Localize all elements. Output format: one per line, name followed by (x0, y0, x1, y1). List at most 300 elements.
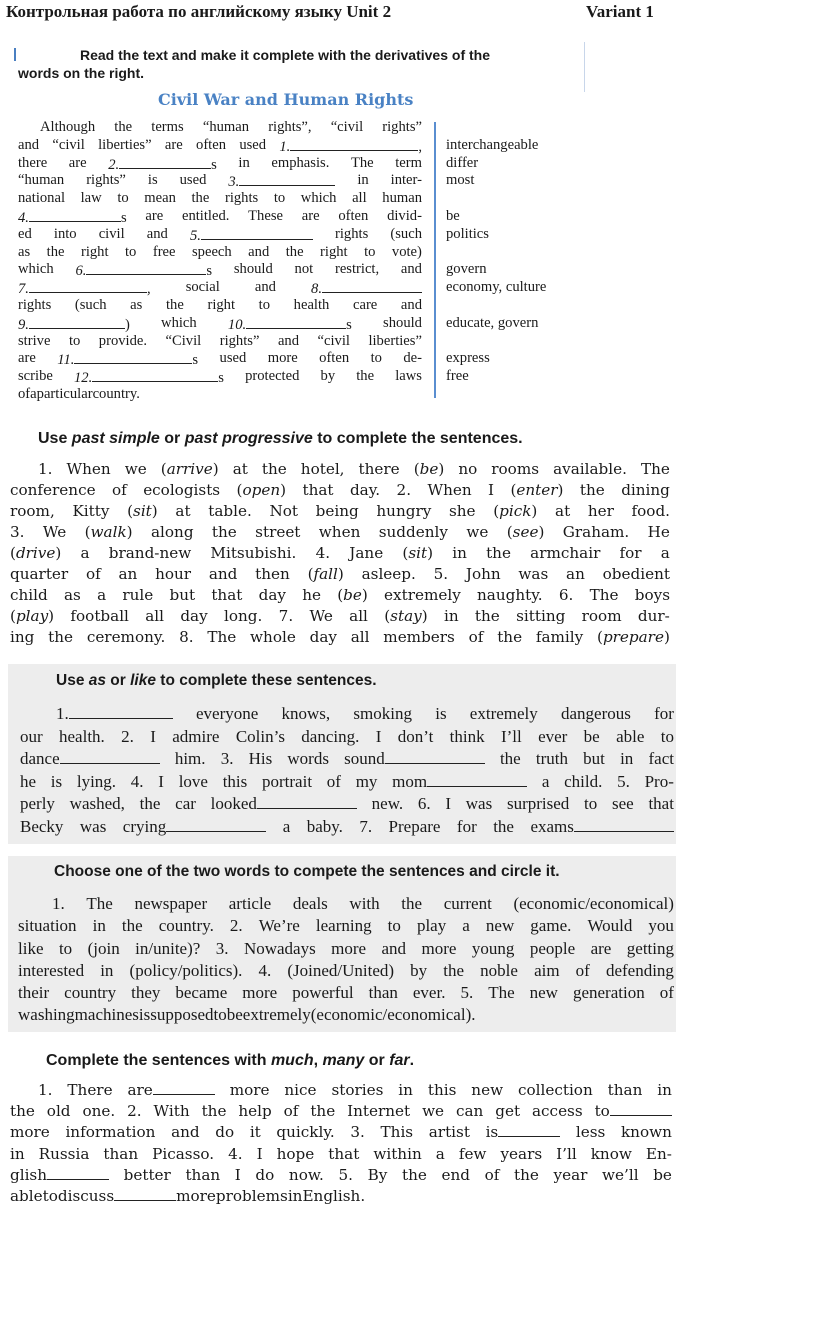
section1-title: Civil War and Human Rights (158, 90, 414, 109)
text-word: stories (331, 1081, 384, 1099)
word-group (356, 368, 374, 386)
word-group (388, 915, 401, 937)
answer-blank[interactable] (610, 1102, 672, 1116)
text-word: of (659, 983, 674, 1003)
word-group (638, 606, 670, 627)
answer-blank[interactable] (246, 315, 346, 329)
text-word: to (273, 190, 286, 207)
word-group (338, 208, 368, 226)
text-line (18, 119, 422, 137)
answer-blank[interactable] (574, 818, 674, 832)
word-group (316, 501, 359, 522)
text-word: don’t (397, 726, 434, 746)
word-group (620, 748, 633, 771)
word-group (271, 155, 329, 173)
word-group (427, 480, 471, 501)
text-word: often (338, 207, 369, 224)
word-group (18, 938, 44, 960)
text-word: article (228, 894, 272, 913)
word-group (353, 703, 412, 726)
word-group (10, 1144, 25, 1165)
word-group (277, 1144, 315, 1165)
text-word: civil (98, 225, 125, 242)
text-word: are (68, 154, 87, 171)
text-word: hungry (376, 502, 432, 520)
answer-blank[interactable] (290, 137, 418, 151)
text-word: the (497, 628, 523, 646)
word-group (507, 793, 569, 816)
text-word: 1. (52, 894, 65, 913)
text-word: admire (172, 726, 220, 746)
answer-blank[interactable] (74, 350, 192, 364)
text-line (20, 726, 674, 749)
text-word: we (124, 460, 147, 478)
text-word: 2. (108, 156, 120, 173)
word-group (369, 982, 398, 1004)
text-word: he (302, 586, 321, 604)
text-word: sound (344, 749, 385, 768)
word-group (147, 226, 168, 244)
answer-blank[interactable] (201, 226, 313, 240)
text-word: washed, (69, 794, 125, 813)
word-group (268, 119, 311, 137)
answer-blank[interactable] (498, 1123, 560, 1137)
text-line (10, 585, 670, 606)
text-word: the (10, 1102, 35, 1121)
text-word: see (611, 794, 634, 813)
answer-blank[interactable] (427, 773, 527, 787)
word-group (65, 1122, 155, 1143)
word-group (228, 315, 352, 333)
text-word: was (465, 794, 493, 813)
word-group (72, 501, 109, 522)
word-group (223, 771, 248, 794)
text-word: that (211, 586, 243, 604)
word-group (10, 522, 25, 543)
text-word: like (18, 938, 44, 958)
text-word: There (67, 1081, 113, 1099)
section4-instruction (54, 863, 560, 881)
word-group (69, 155, 87, 173)
word-group (230, 1080, 270, 1101)
text-word: we (466, 523, 489, 541)
text-word: extremely (242, 1005, 311, 1025)
text-word: 3. (350, 1123, 365, 1142)
text-word: (arrive) (160, 460, 219, 478)
text-word: words (287, 749, 329, 768)
text-word: in (398, 1081, 413, 1099)
text-word: are (164, 136, 183, 153)
text-word: When (66, 460, 111, 478)
text-word: 11. (57, 352, 75, 369)
word-group (284, 1101, 299, 1122)
text-word: strive (18, 332, 51, 349)
text-word: all (352, 190, 367, 207)
word-group (379, 522, 448, 543)
text-line (18, 1004, 674, 1026)
answer-blank[interactable] (239, 172, 335, 186)
answer-blank[interactable] (29, 208, 121, 222)
word-group (124, 1165, 171, 1186)
word-group (316, 543, 331, 564)
word-group (445, 793, 451, 816)
text-word: end (441, 1165, 470, 1184)
text-word: in (443, 607, 459, 625)
word-group (576, 960, 590, 982)
word-group (645, 771, 674, 794)
word-group (337, 585, 368, 606)
text-word: and (248, 243, 270, 260)
word-group (47, 1101, 71, 1122)
answer-blank[interactable] (47, 1166, 109, 1180)
text-word: (such (390, 225, 422, 242)
word-group (495, 1101, 520, 1122)
answer-blank[interactable] (60, 750, 160, 764)
word-group (371, 350, 382, 368)
text-word: (see) (506, 523, 545, 541)
text-word: was (79, 816, 107, 836)
word-group (556, 1144, 577, 1165)
text-word: more (229, 1081, 270, 1099)
derivative-source-word: economy, culture (446, 279, 547, 296)
text-word: when (318, 523, 361, 541)
text-word: dancing. (301, 726, 360, 746)
word-group (20, 748, 160, 771)
word-group (554, 1165, 588, 1186)
word-group (292, 982, 353, 1004)
text-word: room, (10, 502, 55, 520)
word-group (397, 480, 412, 501)
text-word: (Joined/United) (287, 960, 395, 980)
derivative-source-word: differ (446, 154, 479, 171)
text-word: 7. (359, 816, 373, 836)
word-group (368, 333, 422, 351)
text-word: and (277, 332, 300, 349)
word-group (192, 244, 232, 262)
word-group (368, 1165, 388, 1186)
text-word: a (282, 816, 291, 836)
text-word: s (206, 263, 213, 280)
text-word: s (120, 209, 127, 226)
text-word: this (222, 771, 248, 791)
word-group (530, 915, 571, 937)
word-group (165, 137, 183, 155)
word-group (486, 915, 514, 937)
text-word: (economic/economical) (513, 894, 674, 913)
text-word: one. (82, 1102, 116, 1121)
word-group (422, 938, 457, 960)
text-word: care (352, 296, 378, 313)
word-group (151, 522, 194, 543)
answer-blank[interactable] (69, 705, 173, 719)
word-group (395, 155, 422, 173)
text-word: the (46, 243, 65, 260)
answer-blank[interactable] (153, 1081, 215, 1095)
word-group (480, 960, 518, 982)
text-word: scribe (18, 368, 53, 385)
answer-blank[interactable] (92, 368, 218, 382)
word-group (18, 350, 36, 368)
text-word: rights (224, 190, 259, 207)
text-word: able (10, 1186, 43, 1205)
word-group (80, 816, 106, 839)
word-group (402, 1165, 427, 1186)
word-group (283, 816, 291, 839)
text-word: right (80, 243, 109, 260)
word-group (350, 480, 380, 501)
word-group (18, 155, 47, 173)
word-group (514, 1165, 539, 1186)
word-group (559, 585, 574, 606)
text-word: emphasis. (271, 154, 330, 171)
text-word: everyone (195, 704, 259, 723)
word-group (81, 190, 102, 208)
word-group (135, 938, 200, 960)
word-group (493, 501, 537, 522)
text-word: 2. (127, 1102, 142, 1121)
text-word: 4. (315, 544, 331, 562)
word-group (131, 771, 144, 794)
text-word: 8. (311, 281, 322, 298)
text-word: information (65, 1123, 156, 1142)
word-group (591, 1144, 632, 1165)
text-word: entitled. (181, 207, 230, 224)
word-group (460, 982, 473, 1004)
text-word: exams (530, 816, 574, 836)
word-group (530, 816, 673, 839)
text-line (18, 155, 422, 173)
text-word: which (300, 190, 337, 207)
word-group (356, 771, 378, 794)
text-word: no (458, 460, 478, 478)
text-word: day (258, 586, 286, 604)
text-word: day (180, 607, 208, 625)
text-word: He (647, 523, 670, 541)
word-group (500, 748, 521, 771)
word-group (287, 960, 394, 982)
text-word: help (238, 1102, 272, 1121)
section2-instruction (38, 430, 523, 448)
text-word: the (191, 190, 210, 207)
word-group (243, 1004, 311, 1026)
word-group (507, 522, 545, 543)
word-group (209, 564, 238, 585)
answer-blank[interactable] (29, 279, 147, 293)
text-word: think (449, 726, 485, 746)
word-group (282, 703, 331, 726)
text-word: room (581, 607, 622, 625)
text-word: hotel, (300, 460, 345, 478)
word-group (352, 190, 367, 208)
word-group (657, 1080, 672, 1101)
word-group (436, 1144, 445, 1165)
text-word: machines (74, 1005, 139, 1025)
word-group (143, 480, 220, 501)
text-word: national (18, 190, 66, 207)
answer-blank[interactable] (322, 279, 422, 293)
word-group (227, 1004, 243, 1026)
text-word: With (153, 1102, 190, 1121)
answer-blank[interactable] (119, 155, 211, 169)
text-word: I (158, 771, 164, 791)
text-word: is (138, 1005, 151, 1025)
word-group (641, 459, 670, 480)
word-group (319, 350, 349, 368)
text-word: 1. (279, 138, 291, 155)
word-group (225, 190, 258, 208)
word-group (176, 1186, 216, 1207)
word-group (536, 627, 583, 648)
word-group (255, 1165, 274, 1186)
word-group (145, 208, 163, 226)
text-word: the (499, 749, 521, 768)
text-word: of (326, 771, 341, 791)
word-group (93, 386, 140, 404)
word-group (109, 543, 191, 564)
text-word: ceremony. (86, 628, 166, 646)
text-word: fact (648, 749, 674, 768)
word-group (18, 190, 65, 208)
derivative-source-word: educate, govern (446, 314, 539, 331)
word-group (444, 893, 492, 915)
section3-instruction-text: Use as or like to complete these sentences. (56, 672, 377, 689)
word-group (414, 459, 445, 480)
word-group (351, 627, 370, 648)
section3-text (20, 703, 674, 838)
word-group (486, 1122, 561, 1143)
word-group (477, 585, 543, 606)
text-word: we (422, 1102, 445, 1121)
text-word: the (165, 296, 184, 313)
word-group (457, 816, 477, 839)
word-group (127, 1101, 142, 1122)
word-group (121, 726, 134, 749)
word-group (584, 726, 600, 749)
word-group (82, 1101, 115, 1122)
word-group (100, 960, 113, 982)
word-group (307, 816, 343, 839)
answer-blank[interactable] (29, 315, 125, 329)
word-group (376, 726, 382, 749)
text-word: liberties” (368, 332, 422, 349)
text-word: the (121, 916, 143, 936)
word-group (75, 261, 212, 279)
text-word: (join (87, 938, 120, 958)
text-word: “civil (52, 136, 85, 153)
text-word: young (471, 938, 515, 958)
answer-blank[interactable] (166, 818, 266, 832)
word-group (661, 543, 670, 564)
text-word: (enter) (510, 481, 564, 499)
word-group (500, 1144, 542, 1165)
word-group (179, 627, 194, 648)
text-word: few (458, 1144, 487, 1163)
word-group (608, 1080, 643, 1101)
answer-blank[interactable] (257, 795, 357, 809)
text-word: Kitty (72, 502, 110, 520)
text-word: rights” (382, 119, 422, 135)
text-word: perly (20, 794, 55, 813)
text-word: 5. (433, 565, 449, 583)
answer-blank[interactable] (114, 1187, 176, 1201)
text-word: in (620, 749, 634, 768)
text-word: I (256, 1144, 263, 1163)
word-group (530, 938, 575, 960)
text-word: is (435, 704, 447, 723)
word-group (573, 982, 645, 1004)
text-word: The (488, 983, 515, 1003)
word-group (255, 564, 290, 585)
word-group (47, 244, 65, 262)
text-word: , (146, 281, 151, 298)
word-group (211, 793, 357, 816)
word-group (318, 333, 350, 351)
text-line (20, 816, 674, 839)
text-word: as (18, 243, 31, 260)
word-group (279, 606, 294, 627)
word-group (402, 543, 433, 564)
word-group (449, 501, 476, 522)
word-group (646, 1144, 672, 1165)
text-word: the (474, 607, 500, 625)
text-line (10, 1144, 672, 1165)
text-word: armchair (530, 544, 601, 562)
text-word: health (293, 296, 330, 313)
text-word: (policy/politics). (129, 960, 243, 980)
text-word: discuss (57, 1186, 115, 1205)
word-group (620, 543, 642, 564)
text-word: and (381, 938, 407, 958)
word-group (75, 297, 107, 315)
text-word: getting (626, 938, 674, 958)
word-group (235, 1165, 241, 1186)
text-word: a (97, 586, 107, 604)
text-word: speech (191, 243, 232, 260)
text-word: whole (250, 628, 296, 646)
word-group (244, 938, 316, 960)
text-line (18, 297, 422, 315)
word-group (169, 585, 195, 606)
text-word: more (331, 938, 367, 958)
text-word: be (583, 726, 600, 746)
text-word: current (443, 894, 492, 913)
text-word: Would (587, 916, 633, 936)
text-word: I’ll (556, 1144, 577, 1163)
text-word: particular (36, 385, 93, 402)
text-line (18, 333, 422, 351)
answer-blank[interactable] (86, 261, 206, 275)
text-word: the (493, 816, 514, 836)
text-word: newspaper (134, 894, 208, 913)
text-line (10, 1165, 672, 1186)
text-word: (play) (10, 607, 55, 625)
section1-side-rule (584, 42, 585, 92)
text-line (20, 748, 674, 771)
text-word: can (455, 1102, 484, 1121)
word-group (289, 1165, 324, 1186)
answer-blank[interactable] (385, 750, 485, 764)
text-word: Although (40, 119, 96, 135)
text-word: conference (10, 481, 96, 499)
word-group (229, 893, 271, 915)
text-word: I (445, 794, 452, 813)
word-group (93, 915, 106, 937)
word-group (383, 315, 422, 333)
word-group (389, 816, 441, 839)
word-group (245, 368, 299, 386)
text-word: than (368, 983, 398, 1003)
text-word: old (46, 1102, 71, 1121)
